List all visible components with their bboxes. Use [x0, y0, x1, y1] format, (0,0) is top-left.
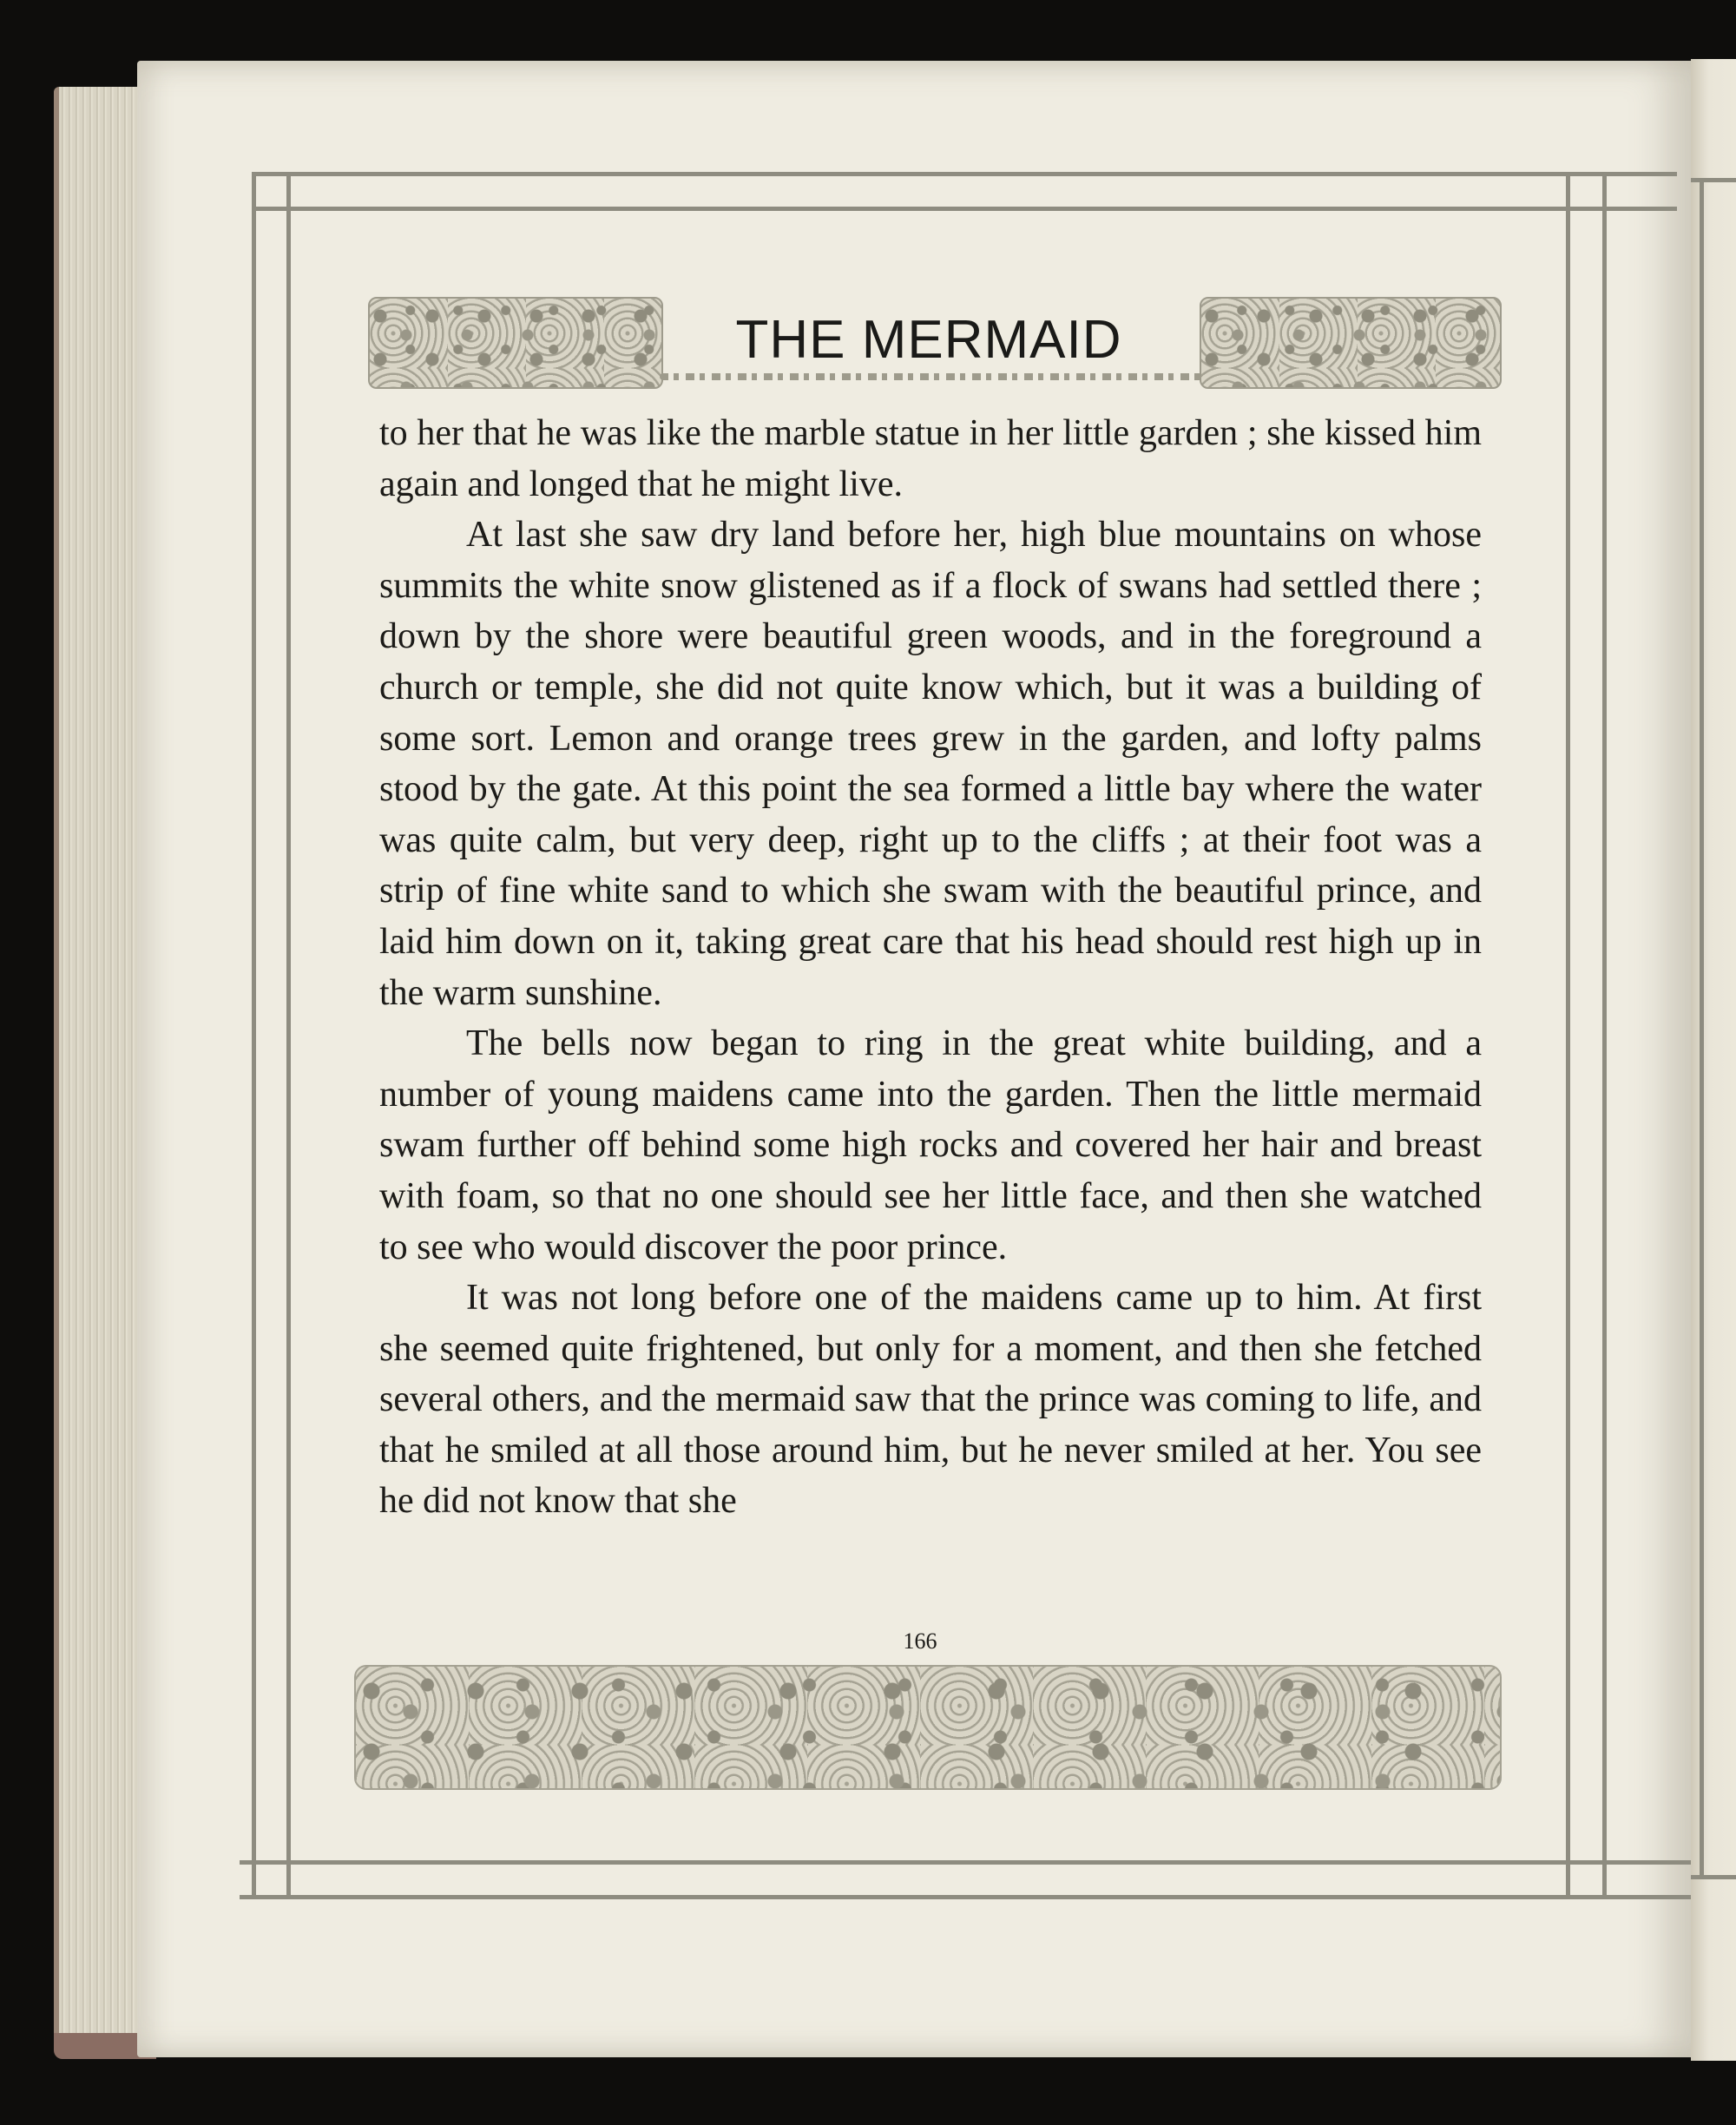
- paragraph: to her that he was like the marble statue in her little garden ; she kissed him again and longed that he might live.: [379, 413, 1482, 504]
- facing-page-border-top: [1691, 178, 1736, 182]
- title-flourish: [660, 373, 1207, 380]
- page-title: THE MERMAID: [735, 310, 1122, 370]
- facing-page-border: [1700, 178, 1704, 1879]
- frame-line-left-outer: [252, 172, 256, 1899]
- header-ornament-right: [1200, 297, 1502, 389]
- frame-line-bottom-outer: [240, 1895, 1691, 1899]
- paragraph: It was not long before one of the maidens came up to him. At first she seemed quite frightened, but only for a moment, and then she fetched several others, and the mermaid saw that the prince was coming to life, and that he smiled at all those around him, but he never smiled at her. You see he did not know that she: [379, 1278, 1482, 1522]
- body-text: [379, 408, 1482, 1527]
- frame-line-right-inner: [1566, 172, 1570, 1899]
- paragraph: At last she saw dry land before her, high blue mountains on whose summits the white snow glistened as if a flock of swans had settled there ; down by the shore were beautiful green woods, and in the foreground a church or temple, she did not quite know which, but it was a building of some sort. Lemon and orange trees grew in the garden, and lofty palms stood by the gate. At this point the sea formed a little bay where the water was quite calm, but very deep, right up to the cliffs ; at their foot was a strip of fine white sand to which she swam with the beautiful prince, and laid him down on it, taking great care that his head should rest high up in the warm sunshine.: [379, 515, 1482, 1013]
- footer-ornament: [354, 1665, 1502, 1790]
- header-ornament-left: [368, 297, 663, 389]
- frame-line-bottom-inner: [240, 1860, 1691, 1865]
- frame-line-left-inner: [286, 172, 291, 1899]
- frame-line-top-outer: [252, 172, 1677, 176]
- paragraph: The bells now began to ring in the great white building, and a number of young maidens came into the garden. Then the little mermaid swam further off behind some high rocks and covered her hair and breast with foam, so that no one should see her little face, and then she watched to see who would discover the poor prince.: [379, 1023, 1482, 1267]
- facing-page: [1691, 59, 1736, 2061]
- frame-line-top-inner: [252, 207, 1677, 211]
- frame-line-right-outer: [1602, 172, 1607, 1899]
- page-number: 166: [903, 1628, 937, 1654]
- facing-page-border-bottom: [1691, 1875, 1736, 1879]
